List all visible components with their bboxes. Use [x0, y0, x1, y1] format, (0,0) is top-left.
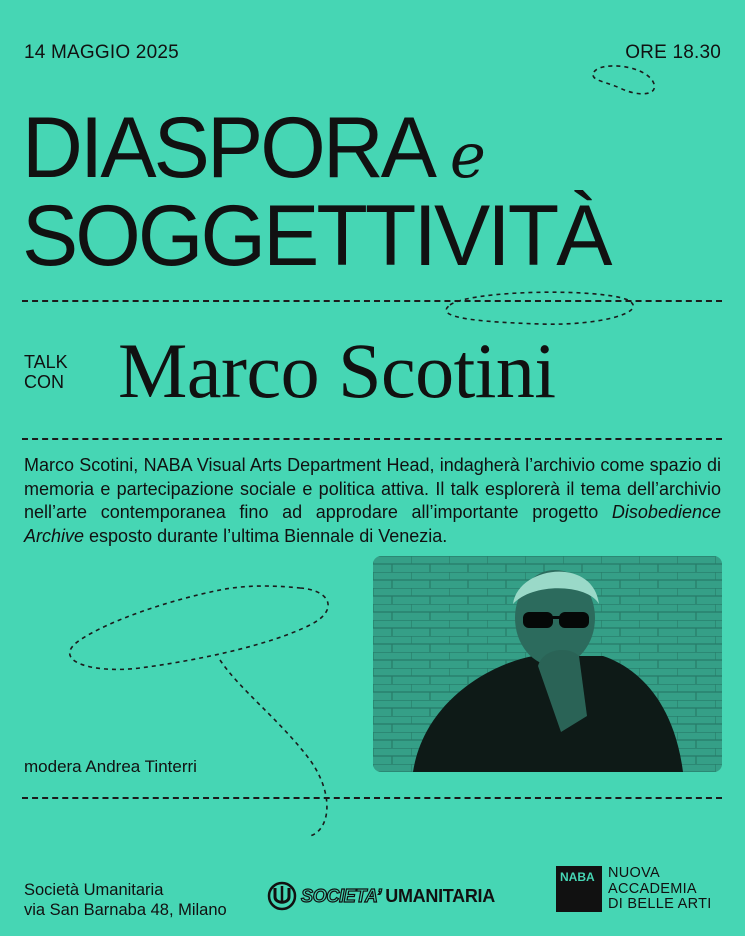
speaker-photo [373, 556, 722, 772]
event-time: ORE 18.30 [625, 42, 721, 63]
venue-name: Società Umanitaria [24, 881, 164, 899]
divider [22, 797, 722, 799]
title-main-word: DIASPORA [22, 100, 430, 196]
naba-line-3: DI BELLE ARTI [608, 896, 712, 912]
societa-umanitaria-logo [267, 879, 495, 913]
talk-label [24, 352, 68, 392]
event-date: 14 MAGGIO 2025 [24, 42, 179, 63]
description-italic: Disobedience Archive [24, 502, 721, 546]
divider [22, 300, 722, 302]
event-description [24, 454, 721, 548]
naba-logo-text [608, 866, 712, 913]
naba-logo-mark: NABA [560, 870, 595, 884]
naba-line-2: ACCADEMIA [608, 880, 697, 897]
description-part-2: esposto durante l’ultima Biennale di Venezia. [84, 525, 448, 546]
naba-logo-icon [556, 866, 602, 912]
moderator: modera Andrea Tinterri [24, 757, 197, 776]
venue-street: via San Barnaba 48, Milano [24, 901, 227, 919]
talk-label-line-2: CON [24, 372, 64, 392]
societa-umanitaria-logo-icon [267, 881, 297, 911]
talk-label-line-1: TALK [24, 352, 68, 372]
divider [22, 438, 722, 440]
venue-address [24, 880, 227, 920]
description-part-1: Marco Scotini, NABA Visual Arts Department Head, indagherà l’archivio come spazio di memoria e partecipazione sociale e politica attiva. Il talk esplorerà il tema dell’archivio nell’arte contemporanea fino ad approdare all’importante progetto [24, 455, 721, 522]
naba-line-1: NUOVA [608, 865, 660, 881]
speaker-name: Marco Scotini [118, 327, 556, 414]
societa-logo-word-2: UMANITARIA [385, 885, 495, 906]
title-line-2: SOGGETTIVITÀ [22, 188, 610, 284]
title-connector: e [449, 119, 486, 192]
societa-logo-word-1: SOCIETA’ [301, 885, 382, 906]
title-line-1 [22, 100, 486, 196]
